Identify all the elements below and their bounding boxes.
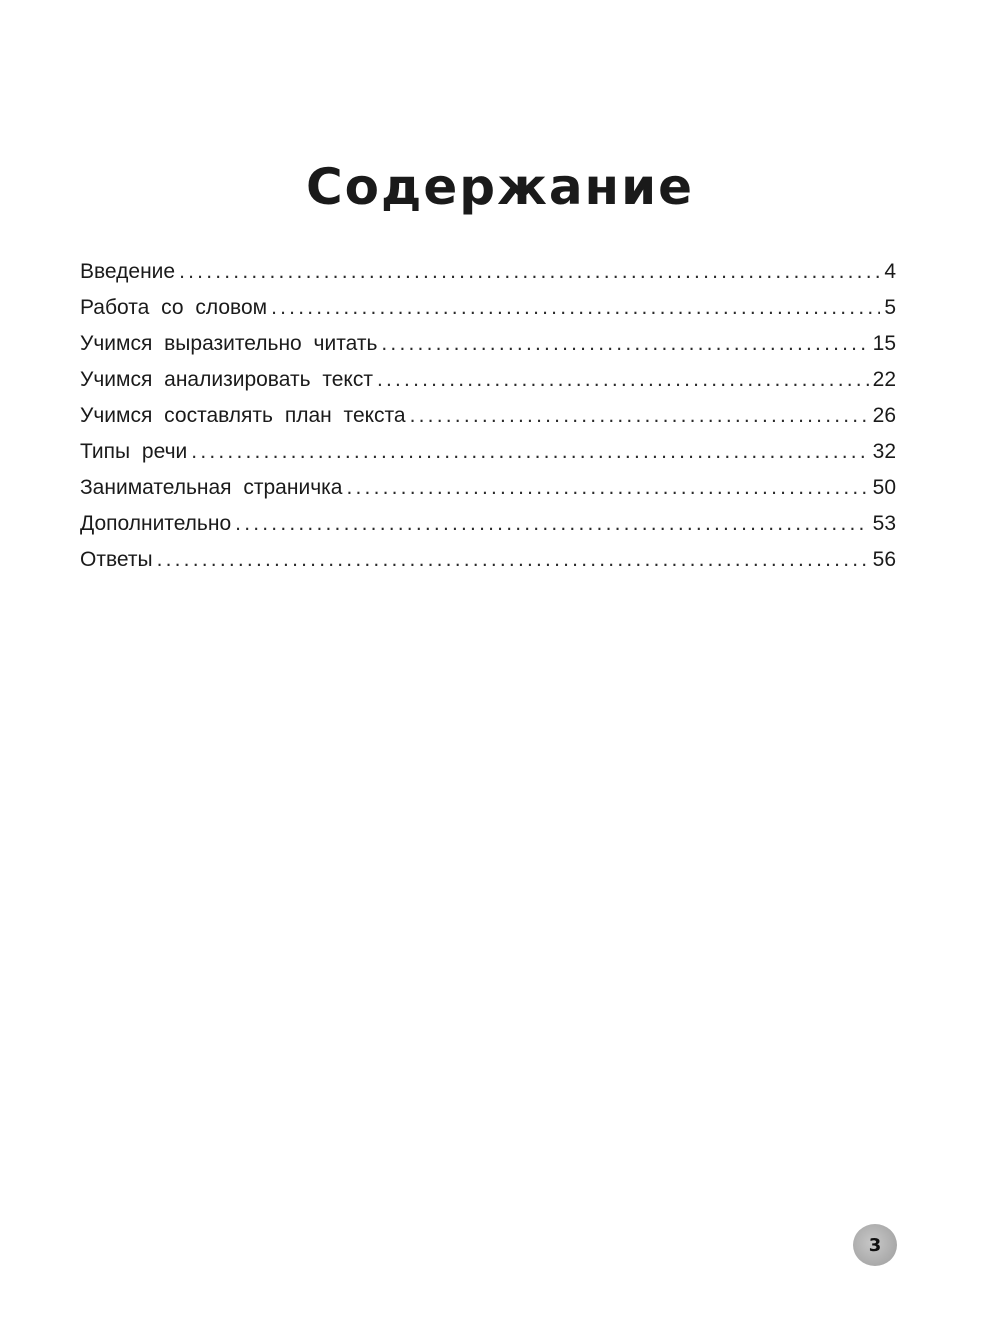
dot-leader xyxy=(377,362,869,398)
dot-leader xyxy=(346,470,868,506)
toc-entry-page: 22 xyxy=(872,368,896,391)
toc-entry-label: Занимательная страничка xyxy=(80,476,343,499)
toc-entry-label: Учимся выразительно читать xyxy=(80,332,378,355)
page-number: 3 xyxy=(868,1234,882,1256)
table-of-contents xyxy=(80,254,896,578)
toc-entry-page: 32 xyxy=(872,440,896,463)
page-number-badge xyxy=(853,1224,897,1266)
dot-leader xyxy=(381,326,868,362)
toc-entry-answers[interactable] xyxy=(80,542,896,578)
toc-entry-label: Дополнительно xyxy=(80,512,232,535)
toc-entry-page: 53 xyxy=(872,512,896,535)
dot-leader xyxy=(157,542,869,578)
toc-entry-page: 5 xyxy=(884,296,896,319)
toc-entry-speech-types[interactable] xyxy=(80,434,896,470)
toc-entry-page: 56 xyxy=(872,548,896,571)
toc-entry-text-analysis[interactable] xyxy=(80,362,896,398)
dot-leader xyxy=(410,398,869,434)
toc-entry-page: 15 xyxy=(872,332,896,355)
toc-entry-page: 50 xyxy=(872,476,896,499)
toc-entry-label: Типы речи xyxy=(80,440,188,463)
dot-leader xyxy=(271,290,880,326)
toc-entry-label: Учимся составлять план текста xyxy=(80,404,406,427)
toc-entry-page: 4 xyxy=(884,260,896,283)
toc-entry-word-work[interactable] xyxy=(80,290,896,326)
dot-leader xyxy=(179,254,880,290)
toc-entry-page: 26 xyxy=(872,404,896,427)
toc-entry-label: Работа со словом xyxy=(80,296,268,319)
toc-entry-label: Введение xyxy=(80,260,176,283)
toc-entry-label: Учимся анализировать текст xyxy=(80,368,373,391)
toc-entry-fun-page[interactable] xyxy=(80,470,896,506)
toc-entry-label: Ответы xyxy=(80,548,153,571)
page-title: Содержание xyxy=(305,158,695,216)
dot-leader xyxy=(235,506,868,542)
toc-entry-text-plan[interactable] xyxy=(80,398,896,434)
toc-entry-introduction[interactable] xyxy=(80,254,896,290)
toc-entry-additional[interactable] xyxy=(80,506,896,542)
dot-leader xyxy=(191,434,868,470)
toc-entry-expressive-reading[interactable] xyxy=(80,326,896,362)
